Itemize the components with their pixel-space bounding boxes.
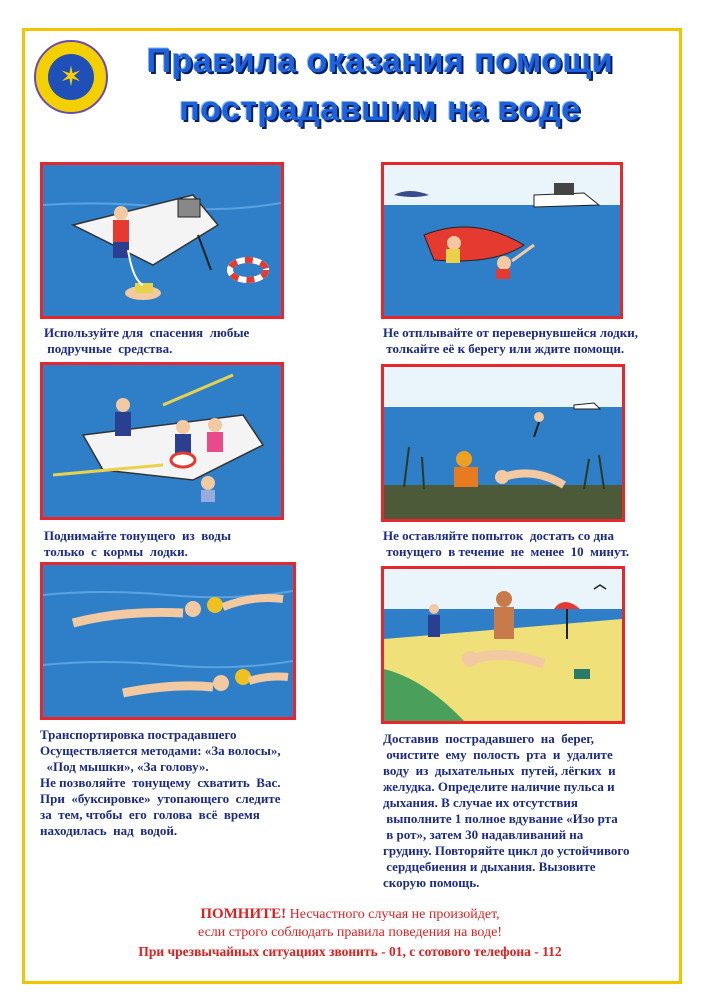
illustration-capsized-boat <box>381 162 623 319</box>
emercom-star-icon: ✶ <box>59 60 83 93</box>
caption-panel-3: Поднимайте тонущего из воды только с кормы лодки. <box>44 528 231 559</box>
caption-panel-6: Доставив пострадавшего на берег, очистите ему полость рта и удалите воду из дыхательных путей, лёгких и желудка. Определите наличие пульса и дыхания. В случае их отсутствия выполните 1 полное вдувание «Изо рта в рот», затем 30 надавливаний на грудину. Повторяйте цикл до устойчивого сердцебиения и дыхания. Вызовите скорую помощь. <box>383 731 630 890</box>
illustration-search-bottom <box>381 364 625 522</box>
remember-text: Несчастного случая не произойдет, <box>286 907 500 922</box>
caption-panel-4: Не оставляйте попыток достать со дна тонущего в течение не менее 10 минут. <box>383 528 630 559</box>
poster-title-line1: Правила оказания помощи <box>146 42 614 80</box>
remember-notice-line2: если строго соблюдать правила поведения на воде! <box>198 925 502 940</box>
illustration-lift-from-stern <box>40 362 284 520</box>
caption-panel-2: Не отплывайте от перевернувшейся лодки, толкайте её к берегу или ждите помощи. <box>383 325 638 356</box>
caption-panel-5: Транспортировка пострадавшего Осуществляется методами: «За волосы», «Под мышки», «За голову». Не позволяйте тонущему схватить Вас. При «буксировке» утопающего следите за тем, чтобы его голова всё время находилась над водой. <box>40 727 281 838</box>
illustration-cpr-beach <box>381 566 625 724</box>
illustration-towing-victim <box>40 562 296 720</box>
remember-notice <box>40 906 660 923</box>
caption-panel-1: Используйте для спасения любые подручные средства. <box>44 325 250 356</box>
emercom-logo <box>34 40 108 114</box>
remember-label: ПОМНИТЕ! <box>200 906 287 922</box>
emergency-phones: При чрезвычайных ситуациях звонить - 01, с сотового телефона - 112 <box>138 944 562 959</box>
poster-title-line2: пострадавшим на воде <box>179 90 581 128</box>
illustration-boat-rope <box>40 162 284 319</box>
